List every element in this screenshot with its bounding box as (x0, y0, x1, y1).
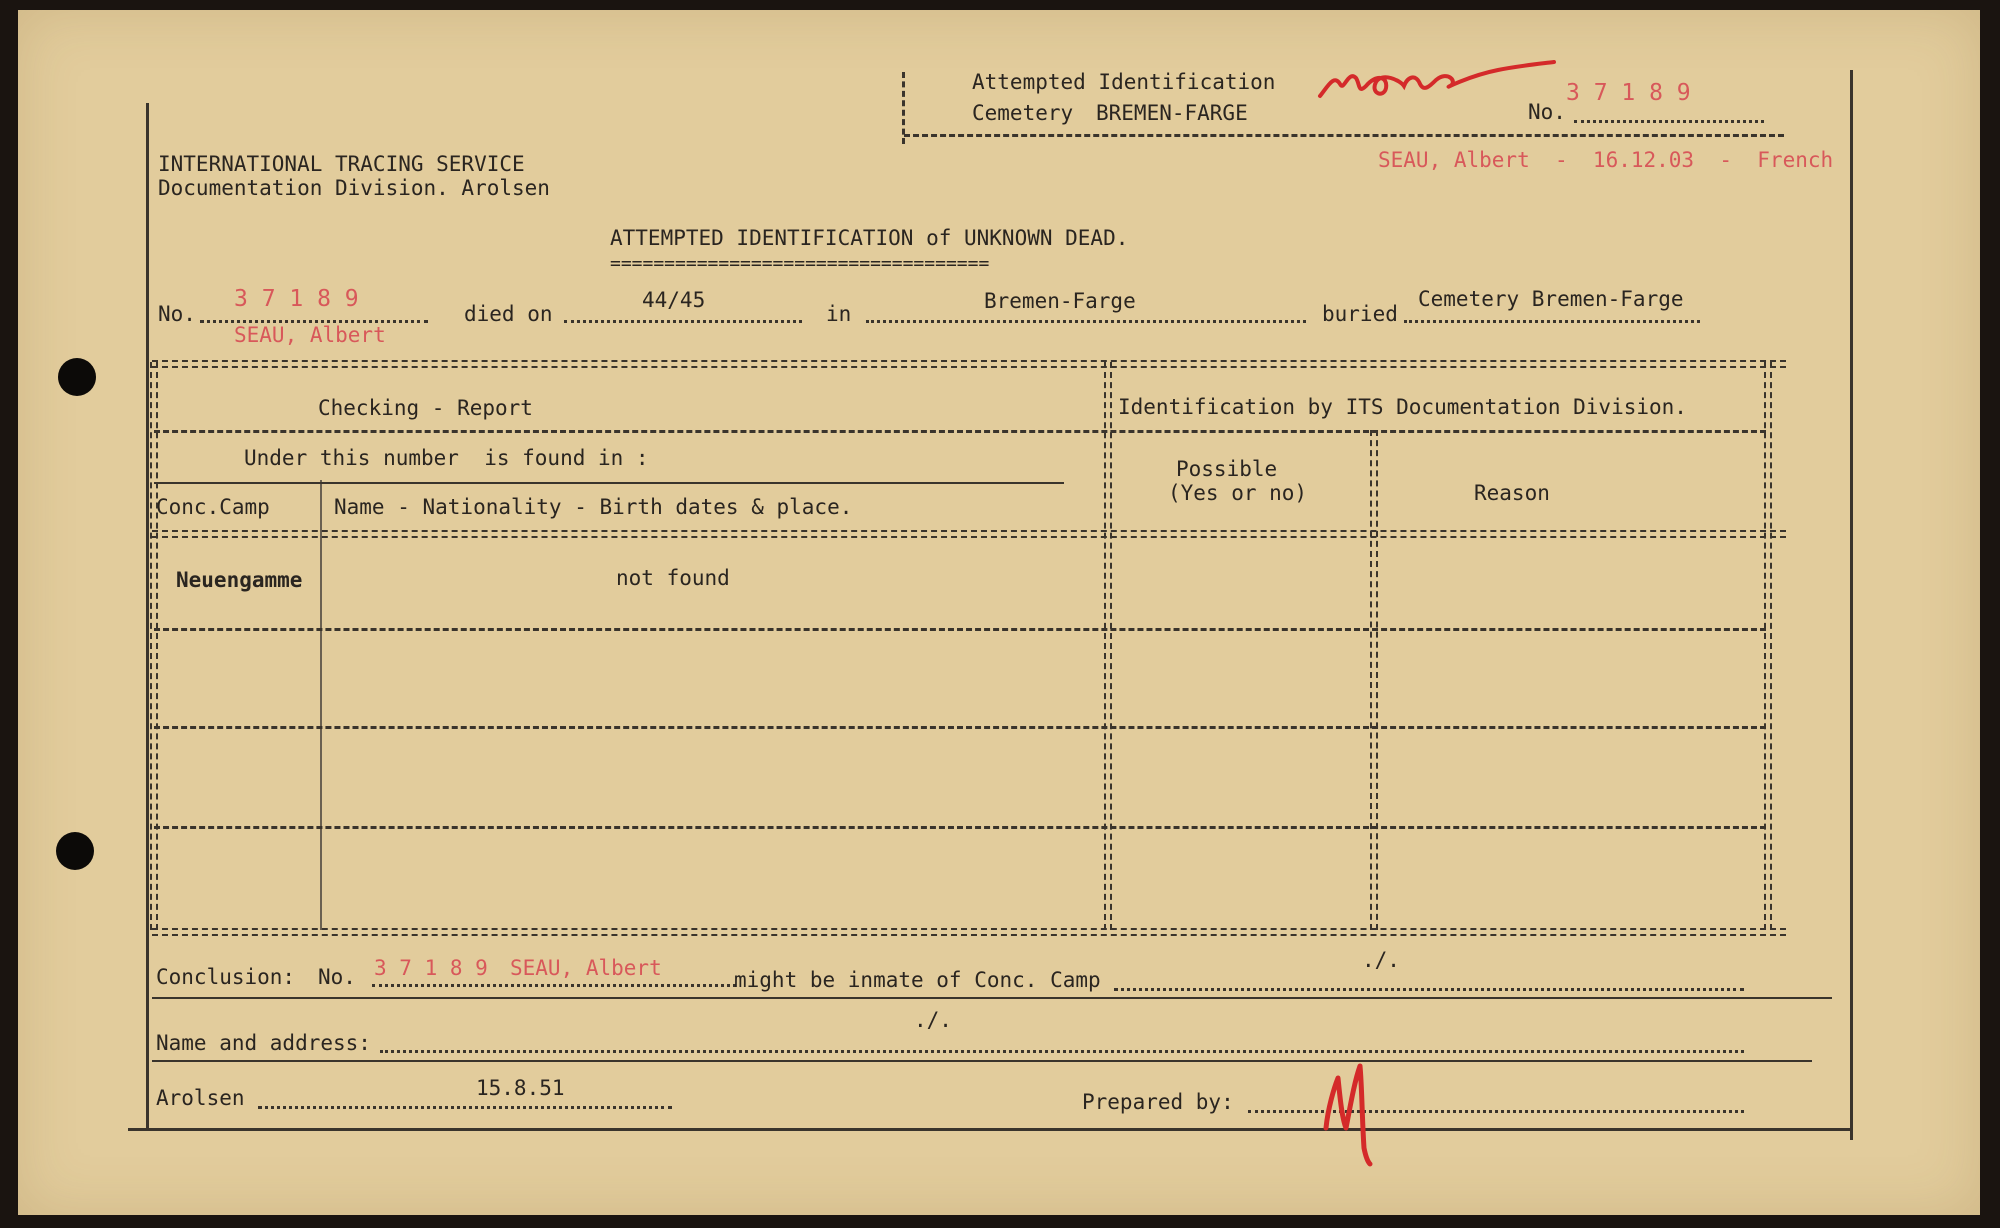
handwritten-none-annotation (1318, 56, 1558, 106)
header-box-no-label: No. (1528, 100, 1566, 124)
frame-right-rule (1850, 70, 1853, 1140)
conclusion-camp-value: ./. (1362, 948, 1400, 972)
table-bottom-rule (152, 928, 1786, 936)
table-right-rule (1764, 362, 1772, 930)
org-line-1: INTERNATIONAL TRACING SERVICE (158, 152, 525, 176)
frame-left-rule (146, 103, 149, 1128)
footer-date-value: 15.8.51 (476, 1076, 565, 1100)
conclusion-no-value: 3 7 1 8 9 (374, 956, 488, 980)
form-title-underline: =================================== (610, 253, 990, 274)
row-1-name: not found (616, 566, 730, 590)
under-number-rule (154, 482, 1064, 484)
punch-hole-bottom (56, 832, 94, 870)
checking-report-heading: Checking - Report (318, 396, 533, 420)
col-reason-header: Reason (1474, 481, 1550, 505)
table-possible-divider (1370, 430, 1378, 930)
table-camp-divider (320, 480, 322, 930)
record-in-label: in (826, 302, 852, 326)
name-address-dots (380, 1050, 1744, 1053)
col-possible-header-1: Possible (1176, 457, 1278, 481)
name-address-rule (152, 1060, 1812, 1062)
table-center-divider (1104, 362, 1112, 930)
table-top-rule (152, 360, 1786, 368)
header-box-no-value: 3 7 1 8 9 (1566, 80, 1691, 106)
row-3-bottom-rule (154, 826, 1766, 829)
table-heading-rule (154, 430, 1766, 433)
row-1-camp: Neuengamme (176, 568, 303, 592)
header-box-cemetery-value: BREMEN-FARGE (1096, 101, 1248, 125)
record-buried-label: buried (1322, 302, 1398, 326)
name-address-value: ./. (914, 1008, 952, 1032)
conclusion-no-label: No. (318, 965, 356, 989)
frame-bottom-rule (128, 1128, 1852, 1131)
record-no-label: No. (158, 302, 196, 326)
index-card (18, 10, 1980, 1215)
header-box-cemetery-label: Cemetery (972, 101, 1074, 125)
record-died-value: 44/45 (642, 288, 706, 312)
record-died-label: died on (464, 302, 553, 326)
table-left-rule (150, 362, 158, 930)
header-box-bottom-rule (904, 134, 1784, 137)
conclusion-camp-label: might be inmate of Conc. Camp (734, 968, 1101, 992)
signature-mark (1320, 1058, 1380, 1168)
conclusion-name-value: SEAU, Albert (510, 956, 662, 980)
conclusion-no-dots (372, 984, 736, 987)
conclusion-label: Conclusion: (156, 965, 296, 989)
footer-date-dots (258, 1106, 672, 1109)
footer-prepared-label: Prepared by: (1082, 1090, 1234, 1114)
record-name-value: SEAU, Albert (234, 323, 386, 347)
footer-place-label: Arolsen (156, 1086, 245, 1110)
conclusion-camp-dots (1114, 988, 1744, 991)
red-summary-line: SEAU, Albert - 16.12.03 - French (1378, 148, 1834, 172)
record-in-value: Bremen-Farge (984, 289, 1136, 313)
form-title: ATTEMPTED IDENTIFICATION of UNKNOWN DEAD. (610, 226, 1129, 250)
under-number-text: Under this number is found in : (244, 446, 649, 470)
row-2-bottom-rule (154, 726, 1766, 729)
identification-heading: Identification by ITS Documentation Division. (1118, 395, 1687, 419)
col-possible-header-2: (Yes or no) (1168, 481, 1308, 505)
record-died-dots (564, 320, 802, 323)
punch-hole-top (58, 358, 96, 396)
row-1-bottom-rule (154, 628, 1766, 631)
record-no-value: 3 7 1 8 9 (234, 286, 359, 312)
col-camp-header: Conc.Camp (156, 495, 270, 519)
col-name-header: Name - Nationality - Birth dates & place. (334, 495, 853, 519)
name-address-label: Name and address: (156, 1031, 371, 1055)
record-buried-value: Cemetery Bremen-Farge (1418, 287, 1684, 311)
conclusion-rule (152, 997, 1832, 999)
header-box-title: Attempted Identification (972, 70, 1276, 94)
org-line-2: Documentation Division. Arolsen (158, 176, 550, 200)
table-header-bottom-rule (152, 530, 1786, 538)
header-box-no-dots (1574, 120, 1764, 123)
record-buried-dots (1404, 320, 1700, 323)
record-in-dots (866, 320, 1306, 323)
